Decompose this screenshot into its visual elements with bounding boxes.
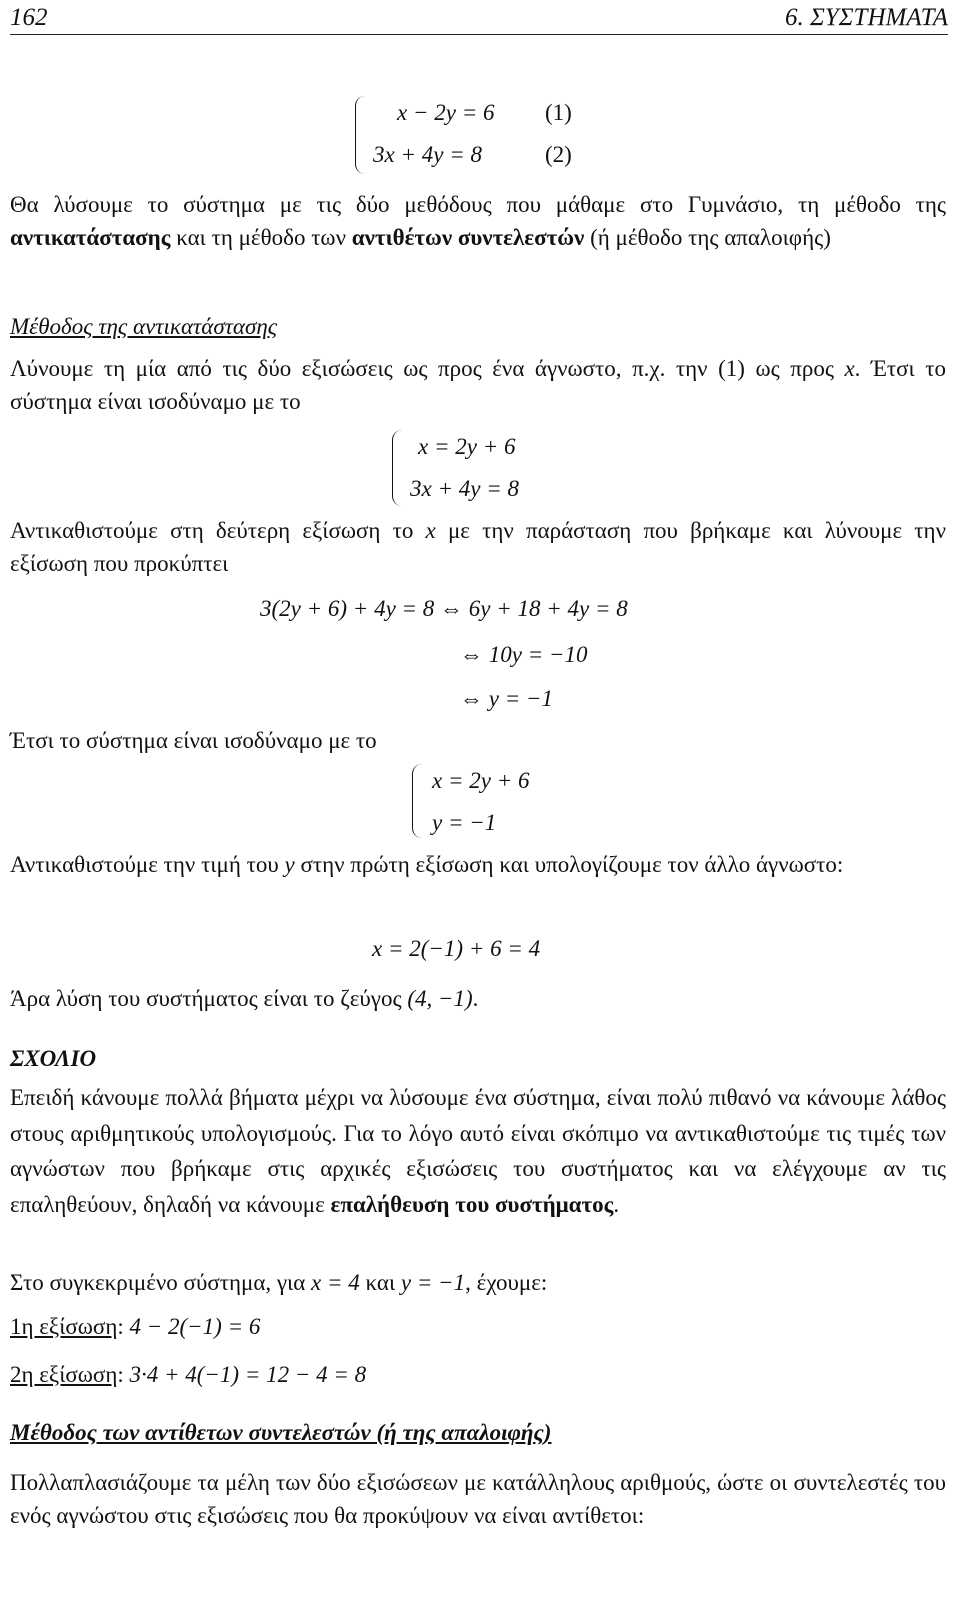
paragraph-elimination	[10, 1466, 946, 1533]
solution-pair: (4, −1)	[407, 986, 473, 1011]
intro-text-2: και τη μέθοδο των	[170, 225, 352, 251]
equation-2-label: 2η εξίσωση	[10, 1362, 118, 1387]
system-original	[355, 96, 615, 178]
system-equation-1: x = 2y + 6	[418, 434, 516, 459]
comment-paragraph	[10, 1080, 946, 1223]
equation-2-check: 3·4 + 4(−1) = 12 − 4 = 8	[129, 1362, 367, 1387]
verify-equation-2	[10, 1358, 946, 1391]
solve-step-3: ⇔ y = −1	[460, 686, 553, 711]
x-value: x = 4	[311, 1270, 360, 1295]
section-heading-substitution	[10, 310, 946, 343]
system-brace	[392, 430, 409, 506]
comment-heading	[10, 1042, 946, 1075]
equation-2-colon: :	[117, 1362, 124, 1387]
verify-intro	[10, 1266, 946, 1299]
para4-text-2: στην πρώτη εξίσωση και υπολογίζουμε τον άλλο άγνωστο:	[294, 852, 844, 877]
system-equation-2: 3x + 4y = 8	[410, 476, 519, 501]
paragraph-substitute	[10, 514, 946, 581]
para6-text: Πολλαπλασιάζουμε τα μέλη των δύο εξισώσεων με κατάλληλους αριθμούς, ώστε οι συντελεστές του ενός αγνώστου στις εξισώσεις που θα προκύψουν να είναι αντίθετοι:	[10, 1470, 946, 1529]
page-number: 162	[10, 4, 48, 31]
equation-label-1: (1)	[545, 100, 572, 125]
verify-text-2: και	[359, 1270, 401, 1295]
y-value: y = −1	[400, 1270, 466, 1295]
para2-text-1: Αντικαθιστούμε στη δεύτερη εξίσωση το	[10, 518, 426, 543]
solve-step-2: ⇔ 10y = −10	[460, 642, 588, 667]
opposite-coefficients-term: αντιθέτων συντελεστών	[351, 225, 585, 251]
paragraph-equivalent	[10, 724, 946, 757]
variable-x: x	[844, 356, 855, 381]
section-title-substitution: Μέθοδος της αντικατάστασης	[10, 314, 278, 339]
system-equation-1: x − 2y = 6	[397, 100, 495, 125]
equation-1-check: 4 − 2(−1) = 6	[129, 1314, 261, 1339]
intro-paragraph	[10, 188, 946, 255]
verify-equation-1	[10, 1310, 946, 1343]
para4-text-1: Αντικαθιστούμε την τιμή του	[10, 852, 285, 877]
para1-text-2: . Έτσι το σύστημα είναι ισοδύναμο με το	[10, 356, 947, 415]
intro-text-3: (ή μέθοδο της απαλοιφής)	[584, 225, 831, 251]
system-equivalent-2	[412, 764, 592, 840]
paragraph-solution	[10, 982, 946, 1015]
para2-text-2: με την παράσταση που βρήκαμε και λύνουμε την εξίσωση που προκύπτει	[10, 518, 946, 577]
equation-1-colon: :	[117, 1314, 124, 1339]
substitution-term: αντικατάστασης	[10, 225, 171, 251]
comment-text-2: .	[613, 1191, 620, 1217]
para5-period: .	[472, 986, 479, 1011]
system-brace	[355, 96, 372, 174]
system-brace	[412, 764, 429, 838]
comment-title: ΣΧΟΛΙΟ	[10, 1046, 97, 1071]
equation-label-2: (2)	[545, 142, 572, 167]
para5-text: Άρα λύση του συστήματος είναι το ζεύγος	[10, 986, 408, 1011]
paragraph-back-substitute	[10, 848, 946, 881]
section-title-elimination: Μέθοδος των αντίθετων συντελεστών (ή της απαλοιφής)	[10, 1420, 552, 1445]
system-equivalent-1	[392, 430, 592, 508]
verify-text-3: , έχουμε:	[465, 1270, 548, 1295]
intro-text-1: Θα λύσουμε το σύστημα με τις δύο μεθόδους που μάθαμε στο Γυμνάσιο, τη μέθοδο της	[10, 192, 946, 217]
variable-y: y	[284, 852, 295, 877]
section-heading-elimination	[10, 1416, 946, 1449]
para1-text-1: Λύνουμε τη μία από τις δύο εξισώσεις ως προς ένα άγνωστο, π.χ. την (1) ως προς	[10, 356, 845, 381]
verify-text-1: Στο συγκεκριμένο σύστημα, για	[10, 1270, 312, 1295]
verification-term: επαλήθευση του συστήματος	[330, 1191, 614, 1217]
system-equation-2: y = −1	[432, 810, 497, 835]
system-equation-1: x = 2y + 6	[432, 768, 530, 793]
variable-x: x	[425, 518, 436, 543]
page-header	[10, 0, 948, 35]
comment-text-1: Επειδή κάνουμε πολλά βήματα μέχρι να λύσουμε ένα σύστημα, είναι πολύ πιθανό να κάνουμε λάθος στους αριθμητικούς υπολογισμούς. Για το λόγο αυτό είναι σκόπιμο να αντικαθιστούμε τις τιμές των αγνώστων που βρήκαμε στις αρχικές εξισώσεις του συστήματος και να ελέγχουμε αν τις επαληθεύουν, δηλαδή να κάνουμε	[10, 1085, 946, 1217]
solve-step-1: 3(2y + 6) + 4y = 8 ⇔ 6y + 18 + 4y = 8	[260, 596, 628, 621]
system-equation-2: 3x + 4y = 8	[373, 142, 482, 167]
para3-text: Έτσι το σύστημα είναι ισοδύναμο με το	[10, 728, 377, 753]
equation-1-label: 1η εξίσωση	[10, 1314, 118, 1339]
calc-x-value: x = 2(−1) + 6 = 4	[372, 936, 541, 961]
chapter-title: 6. ΣΥΣΤΗΜΑΤΑ	[784, 4, 948, 31]
paragraph-solve-for-x	[10, 352, 946, 419]
